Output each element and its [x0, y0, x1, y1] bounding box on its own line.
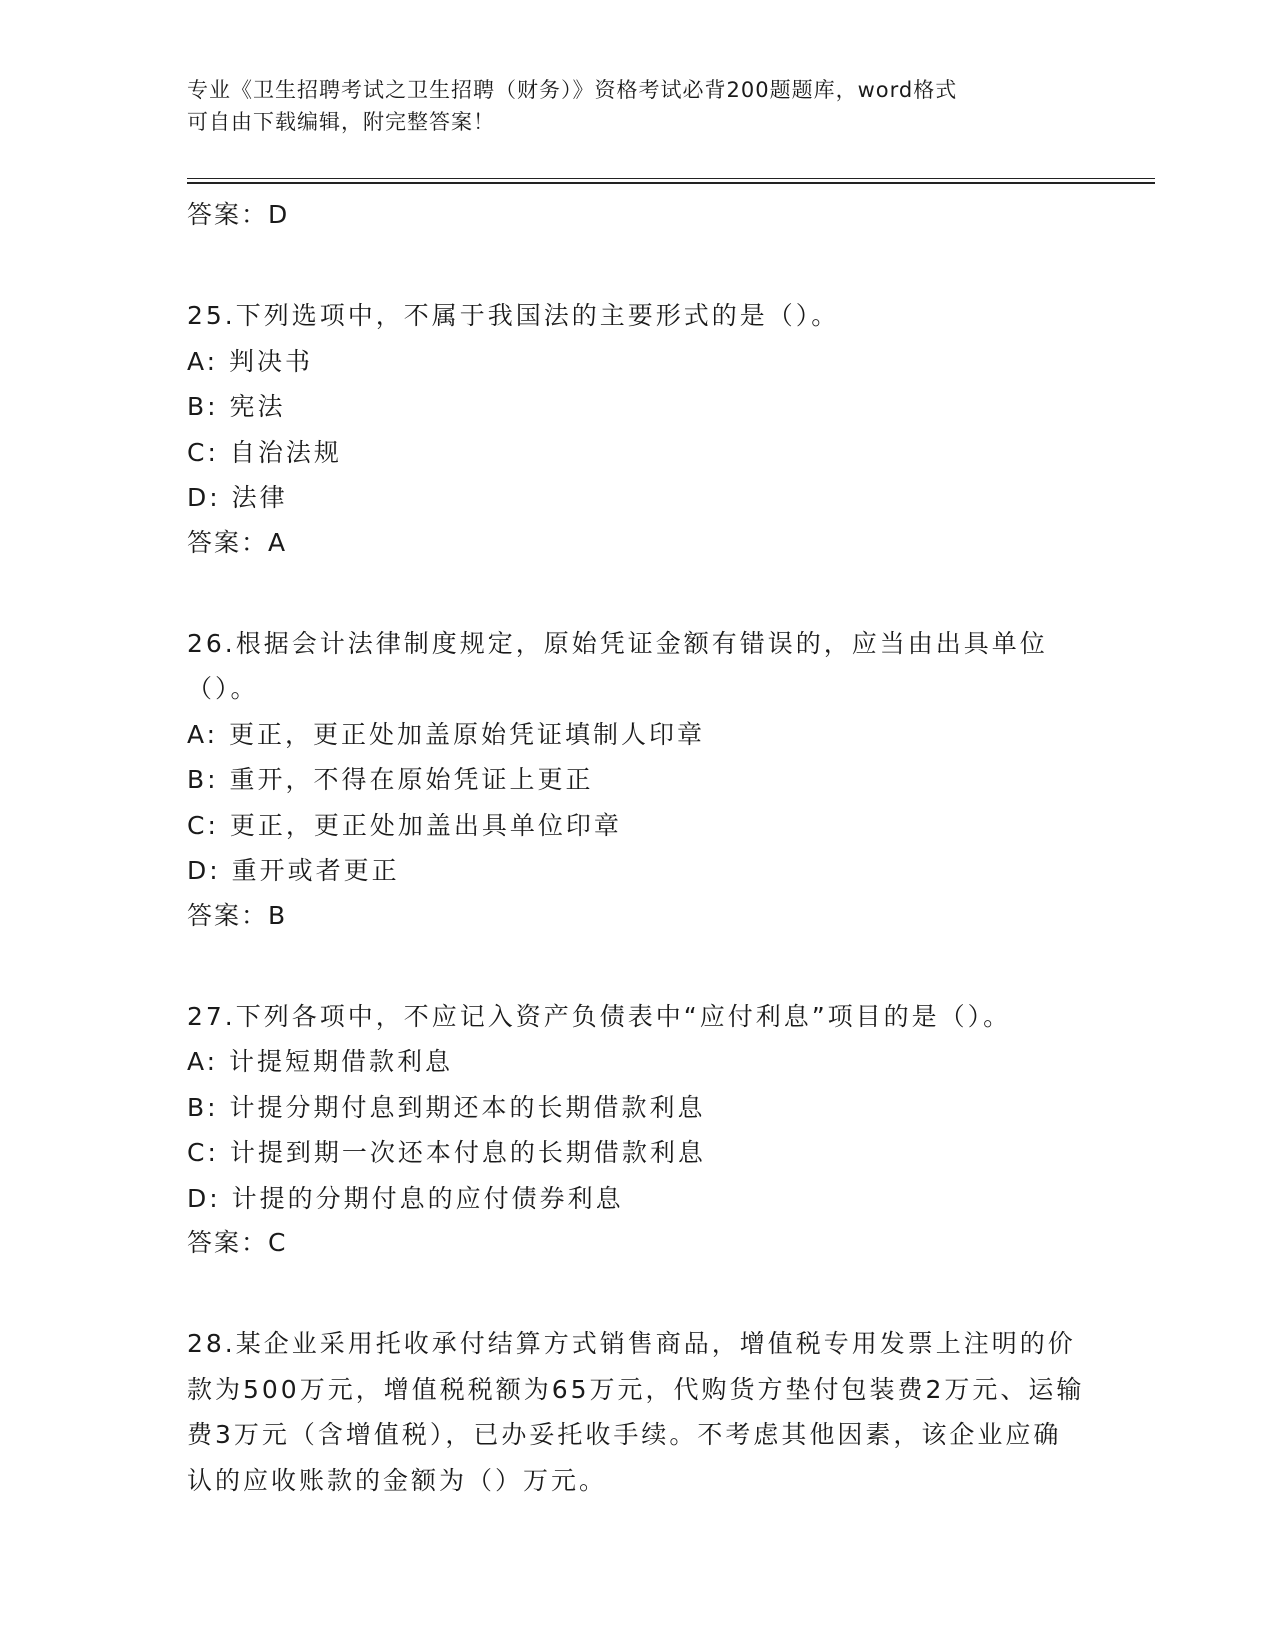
question-27 [187, 994, 1087, 1266]
answer-line [187, 894, 1087, 938]
option-b: B: 宪法 [187, 392, 286, 421]
question-26 [187, 621, 1087, 938]
answer-label: 答案： [187, 527, 269, 557]
answer-line [187, 1221, 1087, 1265]
answer-value: A [268, 527, 288, 557]
option-a: A: 计提短期借款利息 [187, 1047, 454, 1076]
answer-value: C [268, 1228, 288, 1257]
option-c: C: 自治法规 [187, 437, 342, 467]
header-line-2: 可自由下载编辑，附完整答案！ [187, 110, 495, 134]
option-a: A: 判决书 [187, 346, 314, 376]
header-divider-thick [187, 182, 1155, 184]
document-header [187, 74, 1087, 138]
question-text: 25.下列选项中，不属于我国法的主要形式的是（）。 [187, 301, 840, 330]
spacer [187, 938, 1087, 994]
question-28 [187, 1321, 1087, 1503]
header-line-1: 专业《卫生招聘考试之卫生招聘（财务）》资格考试必背200题题库，word格式 [187, 78, 958, 102]
spacer [187, 565, 1087, 621]
option-d: D: 重开或者更正 [187, 856, 400, 885]
question-25 [187, 293, 1087, 565]
question-list [187, 193, 1087, 1503]
answer-value: D [268, 200, 290, 229]
option-d: D: 计提的分期付息的应付债券利息 [187, 1183, 624, 1213]
spacer [187, 1265, 1087, 1321]
answer-label: 答案： [187, 1228, 269, 1257]
question-text: 26.根据会计法律制度规定，原始凭证金额有错误的，应当由出具单位（）。 [187, 628, 1048, 703]
answer-label: 答案： [187, 200, 269, 229]
option-d: D: 法律 [187, 483, 288, 512]
option-b: B: 重开，不得在原始凭证上更正 [187, 765, 594, 794]
question-text: 28.某企业采用托收承付结算方式销售商品，增值税专用发票上注明的价款为500万元，增值税税额为65万元，代购货方垫付包装费2万元、运输费3万元（含增值税），已办妥托收手续。不考虑其他因素，该企业应确认的应收账款的金额为（）万元。 [187, 1329, 1085, 1495]
answer-line-prev [187, 193, 1087, 237]
answer-value: B [268, 900, 288, 930]
option-c: C: 计提到期一次还本付息的长期借款利息 [187, 1138, 706, 1167]
option-a: A: 更正，更正处加盖原始凭证填制人印章 [187, 719, 706, 749]
option-b: B: 计提分期付息到期还本的长期借款利息 [187, 1092, 706, 1122]
question-text: 27.下列各项中，不应记入资产负债表中“应付利息”项目的是（）。 [187, 1001, 1012, 1031]
header-divider-thin [187, 178, 1155, 179]
option-c: C: 更正，更正处加盖出具单位印章 [187, 810, 622, 840]
answer-line [187, 521, 1087, 565]
answer-label: 答案： [187, 900, 269, 930]
spacer [187, 237, 1087, 293]
